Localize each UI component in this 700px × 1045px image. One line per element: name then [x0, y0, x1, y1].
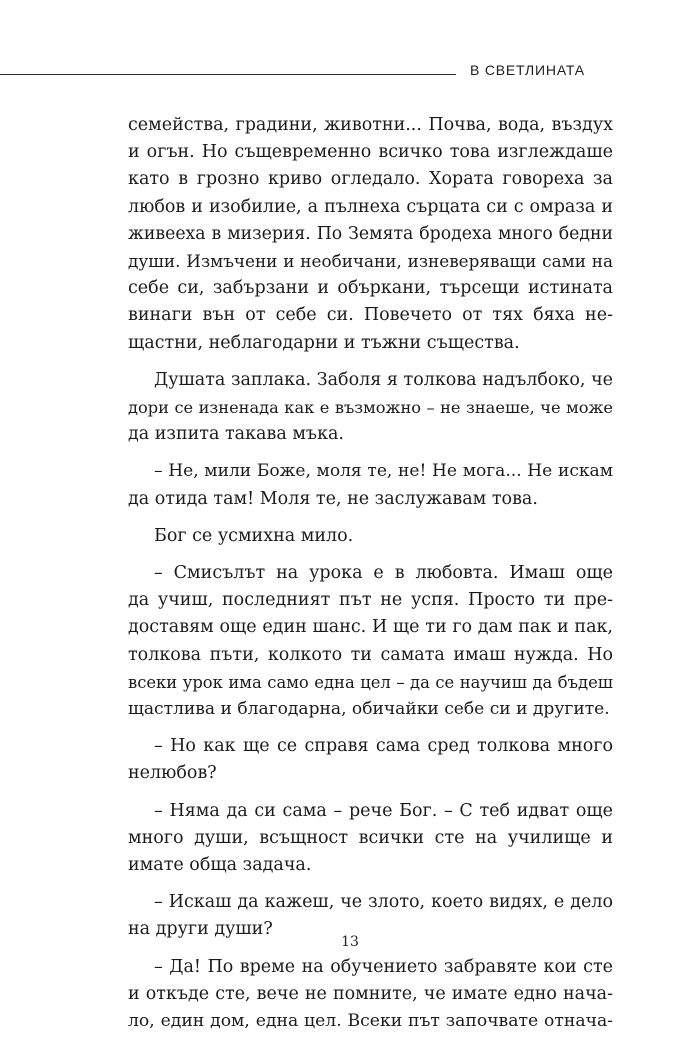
text-line: живееха в мизерия. По Земята бродеха много бедни	[128, 223, 613, 244]
body-text	[128, 112, 613, 1045]
text-line: нелюбов?	[128, 763, 217, 784]
paragraph	[128, 458, 613, 512]
text-line: – Не, мили Боже, моля те, не! Не мога... Не искам	[154, 461, 613, 482]
text-line: имате обща задача.	[128, 855, 312, 876]
text-line: семейства, градини, животни... Почва, вода, въздух	[128, 115, 613, 135]
page-number: 13	[341, 934, 359, 950]
text-line: – Искаш да кажеш, че злото, което видях, е дело	[154, 892, 613, 913]
paragraph	[128, 112, 613, 357]
text-line: щастни, неблагодарни и тъжни същества.	[128, 332, 520, 353]
paragraph	[128, 367, 613, 449]
text-line: – Но как ще се справя сама сред толкова много	[154, 736, 613, 757]
text-line: да учиш, последният път не успя. Просто ти пре-	[128, 590, 613, 611]
paragraph	[128, 798, 613, 880]
running-header	[0, 58, 700, 88]
text-line: да изпита такава мъка.	[128, 424, 344, 445]
paragraph	[128, 560, 613, 723]
text-line: и огън. Но същевременно всичко това изглеждаше	[128, 142, 613, 163]
text-line: любов и изобилие, а пълнеха сърцата си с омраза и	[128, 196, 613, 217]
text-line: да отида там! Моля те, не заслужавам това.	[128, 488, 538, 509]
text-line: – Няма да си сама – рече Бог. – С теб идват още	[154, 800, 613, 821]
paragraph	[128, 954, 613, 1036]
text-line: дори се изненада как е възможно – не знаеше, че може	[128, 398, 613, 418]
text-line: себе си, забързани и объркани, търсещи истината	[128, 278, 613, 299]
chapter-title: В СВЕТЛИНАТА	[470, 62, 585, 78]
text-line: ло, един дом, една цел. Всеки път започвате отнача-	[128, 1011, 613, 1032]
text-line: много души, всъщност всички сте на училище и	[128, 827, 613, 848]
text-line: толкова пъти, колкото ти самата имаш нужда. Но	[128, 644, 613, 665]
text-line: души. Измъчени и необичани, изневеряващи сами на	[128, 251, 613, 272]
text-line: щастлива и благодарна, обичайки себе си и другите.	[128, 699, 610, 720]
text-line: всеки урок има само една цел – да се научиш да бъдеш	[128, 672, 613, 692]
text-line: доставям още един шанс. И ще ти го дам пак и пак,	[128, 617, 613, 638]
text-line: Душата заплака. Заболя я толкова надълбоко, че	[154, 369, 613, 390]
text-line: на други души?	[128, 919, 273, 940]
text-line: Бог се усмихна мило.	[154, 525, 354, 546]
paragraph	[128, 733, 613, 787]
text-line: като в грозно криво огледало. Хората говореха за	[128, 169, 613, 190]
text-line: и откъде сте, вече не помните, че имате едно нача-	[128, 983, 613, 1004]
text-line: – Да! По време на обучението забравяте кои сте	[154, 956, 613, 977]
text-line: – Смисълът на урока е в любовта. Имаш още	[154, 563, 613, 584]
header-rule	[0, 74, 456, 75]
paragraph	[128, 523, 613, 550]
text-line: винаги вън от себе си. Повечето от тях бяха не-	[128, 305, 613, 326]
